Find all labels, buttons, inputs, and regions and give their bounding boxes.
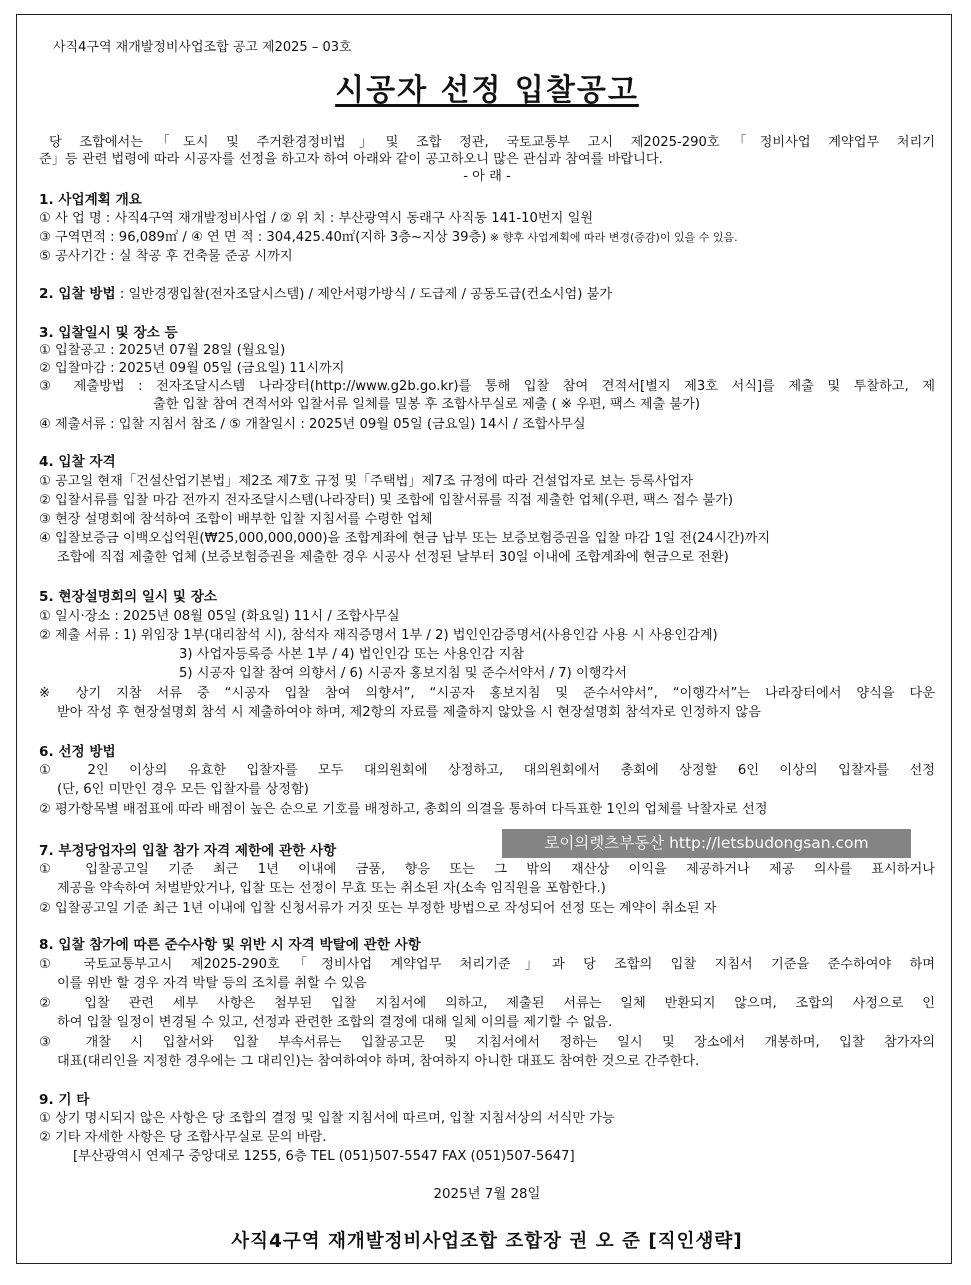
section-4-item-1: ① 공고일 현재「건설산업기본법」제2조 제7호 규정 및「주택법」제7조 규정에 따라 건설업자로 보는 등록사업자: [39, 474, 693, 489]
section-9-item-2: ② 기타 자세한 사항은 당 조합사무실로 문의 바람.: [39, 1130, 327, 1145]
section-8-item-3: ③ 개찰 시 입찰서와 입찰 부속서류는 입찰공고문 및 지침서에서 정하는 일시 및 장소에서 개봉하며, 입찰 참가자의: [39, 1035, 935, 1050]
intro-line-1: 당 조합에서는「도시 및 주거환경정비법」및 조합 정관, 국토교통부 고시 제2025-290호「정비사업 계약업무 처리기: [49, 135, 935, 150]
section-3-item-2: ② 입찰마감 : 2025년 09월 05일 (금요일) 11시까지: [39, 361, 345, 376]
section-1-item-1: ① 사 업 명 : 사직4구역 재개발정비사업 / ② 위 치 : 부산광역시 동래구 사직동 141-10번지 일원: [39, 211, 594, 226]
intro-line-2: 준」등 관련 법령에 따라 시공자를 선정을 하고자 하여 아래와 같이 공고하오니 많은 관심과 참여를 바랍니다.: [39, 152, 663, 167]
section-3-item-3-cont: 출한 입찰 참여 견적서와 입찰서류 일체를 밀봉 후 조합사무실로 제출 ( ※ 우편, 팩스 제출 불가): [153, 397, 701, 412]
section-1-item-2-note: ※ 향후 사업계획에 따라 변경(증감)이 있을 수 있음.: [486, 231, 738, 244]
section-4-item-4: ④ 입찰보증금 이백오십억원(₩25,000,000,000)을 조합계좌에 현금 납부 또는 보증보험증권을 입찰 마감 1일 전(24시간)까지: [39, 531, 771, 546]
section-7-heading: 7. 부정당업자의 입찰 참가 자격 제한에 관한 사항: [39, 843, 337, 859]
section-5-note-line-1: ※ 상기 지참 서류 중 “시공자 입찰 참여 의향서”, “시공자 홍보지침 및 준수서약서”, “이행각서”는 나라장터에서 양식을 다운: [39, 686, 935, 701]
section-2-heading: 2. 입찰 방법: [39, 286, 116, 302]
section-5-item-1: ① 일시·장소 : 2025년 08월 05일 (화요일) 11시 / 조합사무실: [39, 609, 400, 624]
section-5-item-2: ② 제출 서류 : 1) 위임장 1부(대리참석 시), 참석자 재직증명서 1부 / 2) 법인인감증명서(사용인감 사용 시 사용인감계): [39, 628, 718, 643]
announcement-document: [16, 14, 952, 1264]
section-8-item-1-cont: 이를 위반 할 경우 자격 박탈 등의 조치를 취할 수 있음: [57, 976, 367, 991]
announcement-number: 사직4구역 재개발정비사업조합 공고 제2025 – 03호: [53, 40, 352, 55]
announcement-date: 2025년 7월 28일: [433, 1187, 541, 1202]
contact-address: [부산광역시 연제구 중앙대로 1255, 6층 TEL (051)507-5547 FAX (051)507-5647]: [73, 1149, 575, 1164]
section-8-item-2-cont: 하여 입찰 일정이 변경될 수 있고, 선정과 관련한 조합의 결정에 대해 일체 이의를 제기할 수 없음.: [57, 1015, 613, 1030]
section-6-item-2: ② 평가항목별 배점표에 따라 배점이 높은 순으로 기호를 배정하고, 총회의 의결을 통하여 다득표한 1인의 업체를 낙찰자로 선정: [39, 802, 768, 817]
section-2-text: : 일반경쟁입찰(전자조달시스템) / 제안서평가방식 / 도급제 / 공동도급(컨소시엄) 불가: [119, 287, 613, 302]
section-8-item-1: ① 국토교통부고시 제2025-290호「정비사업 계약업무 처리기준」과 당 조합의 입찰 지침서 기준을 준수하여야 하며: [39, 957, 935, 972]
section-2-line: [39, 286, 612, 303]
section-1-item-2: [39, 229, 738, 246]
section-6-item-1: ① 2인 이상의 유효한 입찰자를 모두 대의원회에 상정하고, 대의원회에서 총회에 상정할 6인 이상의 입찰자를 선정: [39, 763, 935, 778]
section-9-heading: 9. 기 타: [39, 1092, 90, 1108]
section-3-item-3: ③ 제출방법 : 전자조달시스템 나라장터(http://www.g2b.go.kr)를 통해 입찰 참여 견적서[별지 제3호 서식]를 제출 및 투찰하고, 제: [39, 379, 935, 394]
section-4-item-2: ② 입찰서류를 입찰 마감 전까지 전자조달시스템(나라장터) 및 조합에 입찰서류를 직접 제출한 업체(우편, 팩스 접수 불가): [39, 493, 734, 508]
section-5-item-2-docs-5-7: 5) 시공자 입찰 참여 의향서 / 6) 시공자 홍보지침 및 준수서약서 / 7) 이행각서: [179, 666, 627, 681]
section-8-item-3-cont: 대표(대리인을 지정한 경우에는 그 대리인)는 참여하여야 하며, 참여하지 아니한 대표도 참여한 것으로 간주한다.: [57, 1054, 700, 1069]
signature-line: 사직4구역 재개발정비사업조합 조합장 권 오 준 [직인생략]: [231, 1231, 743, 1252]
section-6-heading: 6. 선정 방법: [39, 744, 116, 760]
section-4-heading: 4. 입찰 자격: [39, 454, 116, 470]
section-4-item-4-cont: 조합에 직접 제출한 업체 (보증보험증권을 제출한 경우 시공사 선정된 날부터 30일 이내에 조합계좌에 현금으로 전환): [57, 550, 729, 565]
section-5-item-2-docs-3-4: 3) 사업자등록증 사본 1부 / 4) 법인인감 또는 사용인감 지참: [179, 647, 525, 662]
section-7-item-2: ② 입찰공고일 기준 최근 1년 이내에 입찰 신청서류가 거짓 또는 부정한 방법으로 작성되어 선정 또는 계약이 취소된 자: [39, 901, 717, 916]
section-1-heading: 1. 사업계획 개요: [39, 192, 142, 208]
section-6-item-1-cont: (단, 6인 미만인 경우 모든 입찰자를 상정함): [57, 782, 309, 797]
section-8-heading: 8. 입찰 참가에 따른 준수사항 및 위반 시 자격 박탈에 관한 사항: [39, 937, 421, 953]
section-5-note-line-2: 받아 작성 후 현장설명회 참석 시 제출하여야 하며, 제2항의 자료를 제출하지 않았을 시 현장설명회 참석자로 인정하지 않음: [57, 705, 761, 720]
section-4-item-3: ③ 현장 설명회에 참석하여 조합이 배부한 입찰 지침서를 수령한 업체: [39, 512, 433, 527]
section-3-heading: 3. 입찰일시 및 장소 등: [39, 325, 178, 341]
section-1-item-2-main: ③ 구역면적 : 96,089㎡ / ④ 연 면 적 : 304,425.40㎡(지하 3층~지상 39층): [39, 230, 487, 245]
section-7-item-1: ① 입찰공고일 기준 최근 1년 이내에 금품, 향응 또는 그 밖의 재산상 이익을 제공하거나 제공 의사를 표시하거나: [39, 862, 935, 877]
section-7-item-1-cont: 제공을 약속하여 처벌받았거나, 입찰 또는 선정이 무효 또는 취소된 자(소속 임직원을 포함한다.): [57, 881, 606, 896]
page-title: 시공자 선정 입찰공고: [335, 73, 639, 108]
section-1-item-3: ⑤ 공사기간 : 실 착공 후 건축물 준공 시까지: [39, 249, 293, 264]
section-3-item-1: ① 입찰공고 : 2025년 07월 28일 (월요일): [39, 343, 286, 358]
section-3-item-4: ④ 제출서류 : 입찰 지침서 참조 / ⑤ 개찰일시 : 2025년 09월 05일 (금요일) 14시 / 조합사무실: [39, 417, 586, 432]
section-8-item-2: ② 입찰 관련 세부 사항은 첨부된 입찰 지침서에 의하고, 제출된 서류는 일체 반환되지 않으며, 조합의 사정으로 인: [39, 996, 935, 1011]
section-9-item-1: ① 상기 명시되지 않은 사항은 당 조합의 결정 및 입찰 지침서에 따르며, 입찰 지침서상의 서식만 가능: [39, 1111, 615, 1126]
section-5-heading: 5. 현장설명회의 일시 및 장소: [39, 589, 217, 605]
watermark-banner: 로이의렛츠부동산 http://letsbudongsan.com: [502, 829, 911, 858]
intro-separator: - 아 래 -: [463, 169, 511, 184]
